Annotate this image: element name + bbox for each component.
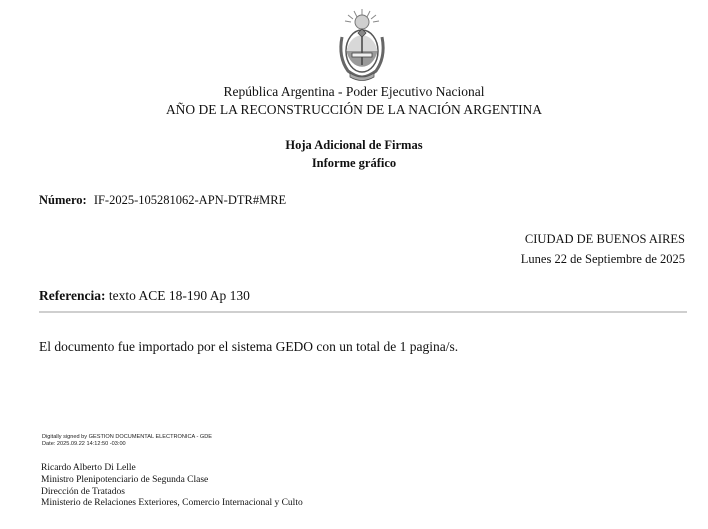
document-subtitle: Informe gráfico <box>311 156 397 170</box>
numero-value: IF-2025-105281062-APN-DTR#MRE <box>93 193 287 207</box>
document-title: Hoja Adicional de Firmas <box>285 138 423 152</box>
header-line-2: AÑO DE LA RECONSTRUCCIÓN DE LA NACIÓN ARGENTINA <box>165 102 543 117</box>
divider <box>39 311 687 313</box>
signer-name: Ricardo Alberto Di Lelle <box>41 463 136 473</box>
signer-position: Ministro Plenipotenciario de Segunda Clase <box>41 475 209 485</box>
referencia-label: Referencia: <box>39 288 106 303</box>
date: Lunes 22 de Septiembre de 2025 <box>520 252 685 266</box>
digital-signature-line-2: Date: 2025.09.22 14:12:50 -03:00 <box>42 441 126 447</box>
referencia-value: texto ACE 18-190 Ap 130 <box>108 288 250 303</box>
numero-label: Número: <box>39 193 87 207</box>
signer-ministry: Ministerio de Relaciones Exteriores, Comercio Internacional y Culto <box>41 498 303 508</box>
header-line-1: República Argentina - Poder Ejecutivo Nacional <box>223 84 485 99</box>
signer-department: Dirección de Tratados <box>41 487 125 497</box>
numero-row <box>39 193 286 208</box>
referencia-row <box>39 288 250 304</box>
digital-signature-line-1: Digitally signed by GESTION DOCUMENTAL ELECTRONICA - GDE <box>42 434 213 440</box>
body-text: El documento fue importado por el sistema GEDO con un total de 1 pagina/s. <box>39 339 459 354</box>
city: CIUDAD DE BUENOS AIRES <box>524 232 685 246</box>
argentine-coat-of-arms-icon <box>334 7 390 83</box>
